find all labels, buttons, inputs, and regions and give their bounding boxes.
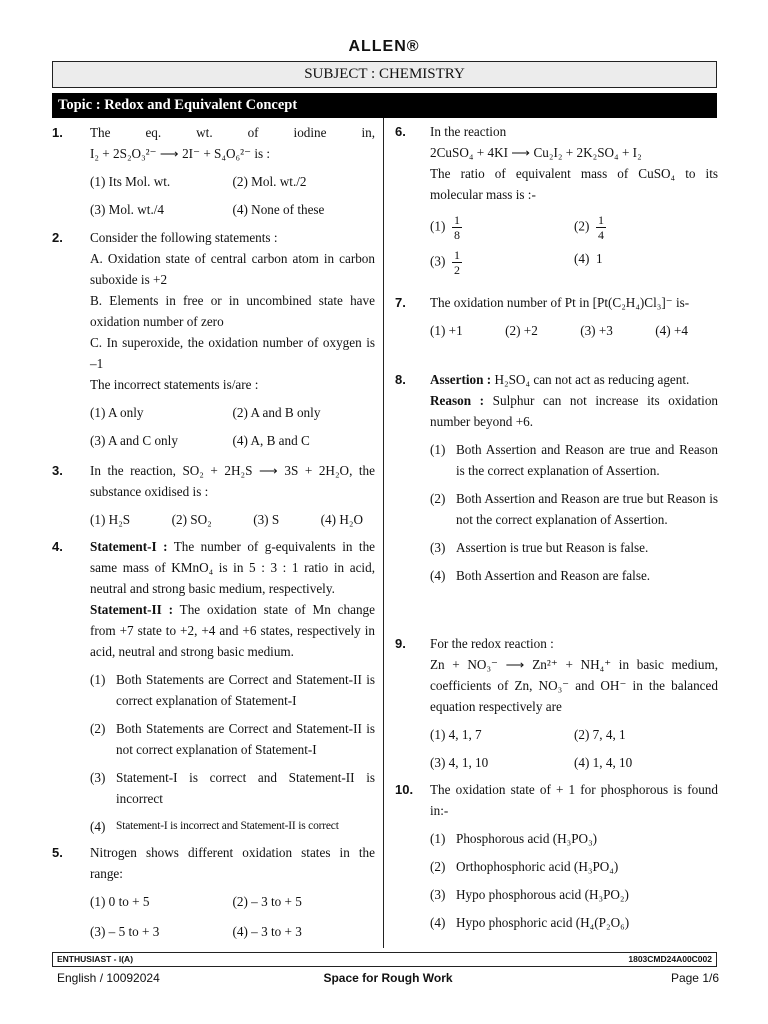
question-number: 10. (395, 782, 414, 797)
option[interactable]: (1) +1 (430, 323, 463, 338)
option[interactable]: (2) – 3 to + 5 (232, 894, 302, 909)
question-9 (385, 633, 718, 773)
reason-label: Reason : (430, 393, 485, 408)
option[interactable]: (3) A and C only (90, 433, 178, 448)
question-10 (385, 779, 718, 940)
question-8 (385, 369, 718, 593)
question-2 (52, 227, 383, 451)
option[interactable]: (4) H₂O (320, 512, 363, 527)
question-text: For the redox reaction : (430, 636, 554, 651)
option[interactable]: (1) H₂S (90, 512, 131, 527)
question-text: The oxidation number of Pt in [Pt(C₂H₄)Cl₃]⁻ is- (430, 295, 690, 310)
page-number: Page 1/6 (670, 971, 719, 985)
option[interactable]: (4) 1, 4, 10 (574, 755, 633, 770)
question-text: The eq. wt. of iodine in, (90, 125, 375, 140)
question-5 (52, 842, 383, 942)
option[interactable]: (3) S (253, 512, 280, 527)
left-column (52, 118, 384, 948)
option[interactable]: (3) Assertion is true but Reason is false. (430, 540, 649, 555)
question-number: 5. (52, 845, 63, 860)
question-prompt: The ratio of equivalent mass of CuSO₄ to its molecular mass is :- (430, 166, 718, 202)
question-number: 8. (395, 372, 406, 387)
option[interactable]: (3) +3 (580, 323, 613, 338)
statement-b: B. Elements in free or in uncombined state have oxidation number of zero (90, 293, 375, 329)
page-footer (57, 971, 719, 985)
subject-header: SUBJECT : CHEMISTRY (52, 61, 717, 88)
footer-bar (52, 952, 717, 967)
statement-a: A. Oxidation state of central carbon atom in carbon suboxide is +2 (90, 251, 375, 287)
option[interactable]: (1) Its Mol. wt. (90, 174, 171, 189)
option[interactable]: (4) +4 (655, 323, 688, 338)
question-text: In the reaction, SO₂ + 2H₂S ⟶ 3S + 2H₂O, the substance oxidised is : (90, 463, 375, 499)
option[interactable]: (1) A only (90, 405, 144, 420)
batch-label: ENTHUSIAST - I(A) (57, 954, 134, 964)
option[interactable]: (4) Both Assertion and Reason are false. (430, 568, 651, 583)
question-number: 3. (52, 463, 63, 478)
statement-2-text: The oxidation state of Mn change from +7 state to +2, +4 and +6 states, respectively in acid, neutral and strong basic medium. (90, 602, 375, 659)
option[interactable]: (4) A, B and C (232, 433, 310, 448)
reason-text: Sulphur can not increase its oxidation number beyond +6. (430, 393, 719, 429)
option[interactable]: (2) Mol. wt./2 (232, 174, 307, 189)
option[interactable]: (3) Statement-I is correct and Statement-II is incorrect (90, 770, 375, 806)
option[interactable]: (2) A and B only (232, 405, 321, 420)
rough-work-label: Space for Rough Work (323, 971, 453, 985)
statement-1-label: Statement-I : (90, 539, 168, 554)
option[interactable]: (3) 4, 1, 10 (430, 755, 489, 770)
question-text: In the reaction (430, 124, 507, 139)
question-number: 4. (52, 539, 63, 554)
option[interactable]: (3) Mol. wt./4 (90, 202, 164, 217)
option[interactable]: (2) $\frac{1}{4}$ (574, 213, 604, 242)
statement-1-text: The number of g-equivalents in the same mass of KMnO₄ is in 5 : 3 : 1 ratio in acid, neutral and strong basic medium, respectively. (90, 539, 376, 596)
question-text: Nitrogen shows different oxidation states in the range: (90, 845, 375, 881)
topic-header: Topic : Redox and Equivalent Concept (52, 93, 717, 118)
question-text: Consider the following statements : (90, 230, 278, 245)
option[interactable]: (4) None of these (232, 202, 325, 217)
option[interactable]: (3) Hypo phosphorous acid (H₃PO₂) (430, 887, 629, 902)
language-date: English / 10092024 (57, 971, 160, 985)
option[interactable]: (2) Orthophosphoric acid (H₃PO₄) (430, 859, 619, 874)
option[interactable]: (3) – 5 to + 3 (90, 924, 160, 939)
question-number: 1. (52, 125, 63, 140)
question-3 (52, 460, 383, 530)
option[interactable]: (4) 1 (574, 251, 603, 266)
option[interactable]: (2) Both Statements are Correct and Statement-II is not correct explanation of Statement-I (90, 721, 375, 757)
option[interactable]: (2) Both Assertion and Reason are true but Reason is not the correct explanation of Assertion. (430, 491, 718, 527)
option[interactable]: (3) $\frac{1}{2}$ (430, 248, 460, 277)
statement-2-label: Statement-II : (90, 602, 174, 617)
question-text: The oxidation state of + 1 for phosphorous is found in:- (430, 782, 718, 818)
option[interactable]: (1) Both Assertion and Reason are true and Reason is the correct explanation of Assertion. (430, 442, 718, 478)
assertion-label: Assertion : (430, 372, 492, 387)
option[interactable]: (2) 7, 4, 1 (574, 727, 626, 742)
question-number: 6. (395, 124, 406, 139)
option[interactable]: (1) 0 to + 5 (90, 894, 150, 909)
question-equation: I₂ + 2S₂O₃²⁻ ⟶ 2I⁻ + S₄O₆²⁻ is : (90, 146, 271, 161)
question-6 (385, 121, 718, 277)
option[interactable]: (2) SO₂ (171, 512, 212, 527)
question-4 (52, 536, 383, 844)
option[interactable]: (1) $\frac{1}{8}$ (430, 213, 460, 242)
question-number: 9. (395, 636, 406, 651)
option[interactable]: (1) Phosphorous acid (H₃PO₃) (430, 831, 598, 846)
option[interactable]: (1) 4, 1, 7 (430, 727, 482, 742)
option[interactable]: (4) – 3 to + 3 (232, 924, 302, 939)
option[interactable]: (4) Statement-I is incorrect and Statement-II is correct (90, 819, 339, 834)
brand-logo: ALLEN® (348, 38, 420, 55)
assertion-text: H₂SO₄ can not act as reducing agent. (494, 372, 690, 387)
question-number: 2. (52, 230, 63, 245)
option[interactable]: (1) Both Statements are Correct and Statement-II is correct explanation of Statement-I (90, 672, 375, 708)
option[interactable]: (2) +2 (505, 323, 538, 338)
question-equation: Zn + NO₃⁻ ⟶ Zn²⁺ + NH₄⁺ in basic medium, coefficients of Zn, NO₃⁻ and OH⁻ in the balanced equation respectively are (430, 657, 718, 714)
question-equation: 2CuSO₄ + 4KI ⟶ Cu₂I₂ + 2K₂SO₄ + I₂ (430, 145, 642, 160)
option[interactable]: (4) Hypo phosphoric acid (H₄(P₂O₆) (430, 915, 630, 930)
statement-c: C. In superoxide, the oxidation number of oxygen is –1 (90, 335, 375, 371)
question-7 (385, 292, 718, 341)
paper-code: 1803CMD24A00C002 (628, 954, 712, 964)
right-column (385, 118, 718, 948)
question-prompt: The incorrect statements is/are : (90, 377, 259, 392)
question-number: 7. (395, 295, 406, 310)
question-1 (52, 122, 383, 220)
